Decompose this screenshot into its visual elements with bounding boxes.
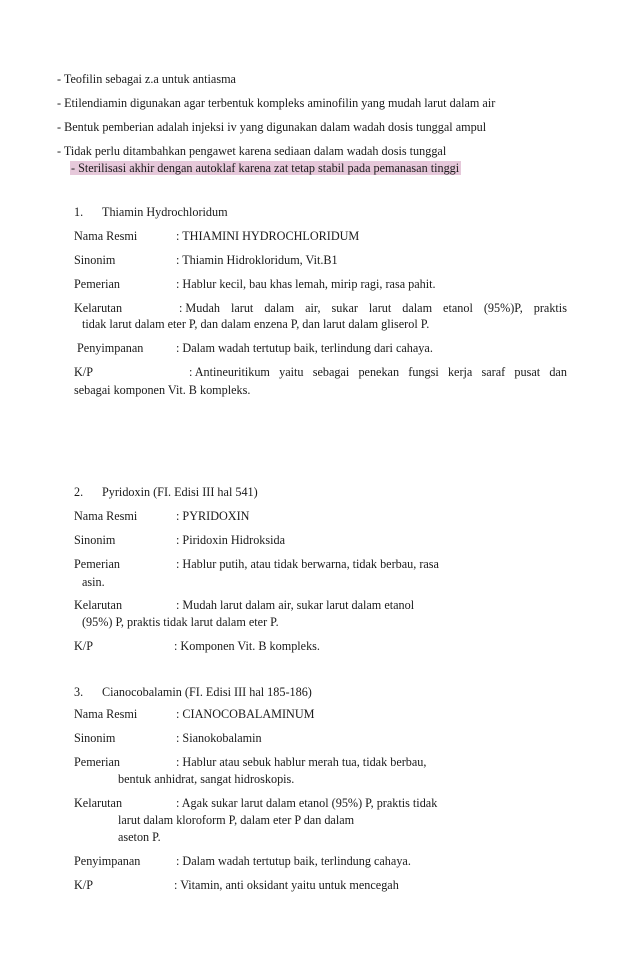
field-value: : Hablur atau sebuk hablur merah tua, tidak berbau, <box>176 755 427 769</box>
field-value-continued: tidak larut dalam eter P, dan dalam enzena P, dan larut dalam gliserol P. <box>82 317 430 331</box>
field-value: : CIANOCOBALAMINUM <box>176 707 315 721</box>
word: penekan <box>358 365 400 379</box>
field-value: : Hablur kecil, bau khas lemah, mirip ragi, rasa pahit. <box>176 277 436 291</box>
word: praktis <box>533 301 567 315</box>
field-label: Kelarutan <box>74 796 123 810</box>
bullet-line: - Tidak perlu ditambahkan pengawet karena sediaan dalam wadah dosis tunggal <box>57 144 447 158</box>
bullet-line: - Bentuk pemberian adalah injeksi iv yang digunakan dalam wadah dosis tunggal ampul <box>57 120 487 134</box>
field-label: K/P <box>74 878 93 892</box>
field-label: Pemerian <box>74 277 121 291</box>
field-value: : PYRIDOXIN <box>176 509 250 523</box>
field-value: : Hablur putih, atau tidak berwarna, tidak berbau, rasa <box>176 557 439 571</box>
section-number: 1. <box>74 205 84 219</box>
word: yaitu <box>279 365 304 379</box>
word: larut <box>368 301 392 315</box>
word: larut <box>230 301 254 315</box>
field-value: : Thiamin Hidrokloridum, Vit.B1 <box>176 253 338 267</box>
word: fungsi <box>408 365 439 379</box>
section-title: Thiamin Hydrochloridum <box>102 205 228 219</box>
field-label: Sinonim <box>74 253 116 267</box>
field-value-continued: bentuk anhidrat, sangat hidroskopis. <box>118 772 295 786</box>
section-title: Pyridoxin (FI. Edisi III hal 541) <box>102 485 258 499</box>
field-label: Kelarutan <box>74 301 123 315</box>
field-label: Kelarutan <box>74 598 123 612</box>
field-label: Nama Resmi <box>74 229 138 243</box>
field-label: Pemerian <box>74 557 121 571</box>
field-value-continued: (95%) P, praktis tidak larut dalam eter P. <box>82 615 279 629</box>
field-value <box>179 300 567 316</box>
field-value: : Sianokobalamin <box>176 731 262 745</box>
section-number: 3. <box>74 685 84 699</box>
field-value: : Dalam wadah tertutup baik, terlindung dari cahaya. <box>176 341 433 355</box>
word: kerja <box>447 365 473 379</box>
word: sukar <box>331 301 358 315</box>
word: dan <box>549 365 567 379</box>
field-value-continued: larut dalam kloroform P, dalam eter P dan dalam <box>118 813 355 827</box>
word: dalam <box>264 301 295 315</box>
field-label: Nama Resmi <box>74 509 138 523</box>
field-value: : Vitamin, anti oksidant yaitu untuk mencegah <box>174 878 399 892</box>
highlight-text: - Sterilisasi akhir dengan autoklaf karena zat tetap stabil pada pemanasan tinggi <box>71 161 460 175</box>
bullet-line: - Etilendiamin digunakan agar terbentuk kompleks aminofilin yang mudah larut dalam air <box>57 96 496 110</box>
field-label: K/P <box>74 639 93 653</box>
word: : Mudah <box>179 301 220 315</box>
section-title: Cianocobalamin (FI. Edisi III hal 185-186) <box>102 685 312 699</box>
field-value: : Dalam wadah tertutup baik, terlindung cahaya. <box>176 854 411 868</box>
field-value: : Mudah larut dalam air, sukar larut dalam etanol <box>176 598 415 612</box>
field-value: : Komponen Vit. B kompleks. <box>174 639 320 653</box>
word: dalam <box>402 301 433 315</box>
word: : Antineuritikum <box>189 365 270 379</box>
field-value-continued: sebagai komponen Vit. B kompleks. <box>74 383 251 397</box>
word: pusat <box>514 365 541 379</box>
word: (95%)P, <box>483 301 523 315</box>
field-value-continued: asin. <box>82 575 105 589</box>
field-value-continued: aseton P. <box>118 830 161 844</box>
word: saraf <box>481 365 506 379</box>
field-value: : THIAMINI HYDROCHLORIDUM <box>176 229 360 243</box>
field-value: : Piridoxin Hidroksida <box>176 533 286 547</box>
field-label: Nama Resmi <box>74 707 138 721</box>
field-label: Penyimpanan <box>77 341 144 355</box>
field-label: Sinonim <box>74 731 116 745</box>
word: air, <box>305 301 321 315</box>
field-value: : Agak sukar larut dalam etanol (95%) P, praktis tidak <box>176 796 438 810</box>
word: etanol <box>443 301 473 315</box>
field-label: Pemerian <box>74 755 121 769</box>
field-label: Sinonim <box>74 533 116 547</box>
word: sebagai <box>312 365 350 379</box>
highlighted-note <box>70 160 461 176</box>
bullet-line: - Teofilin sebagai z.a untuk antiasma <box>57 72 236 86</box>
field-value <box>189 364 567 380</box>
field-label: K/P <box>74 365 93 379</box>
field-label: Penyimpanan <box>74 854 141 868</box>
section-number: 2. <box>74 485 84 499</box>
